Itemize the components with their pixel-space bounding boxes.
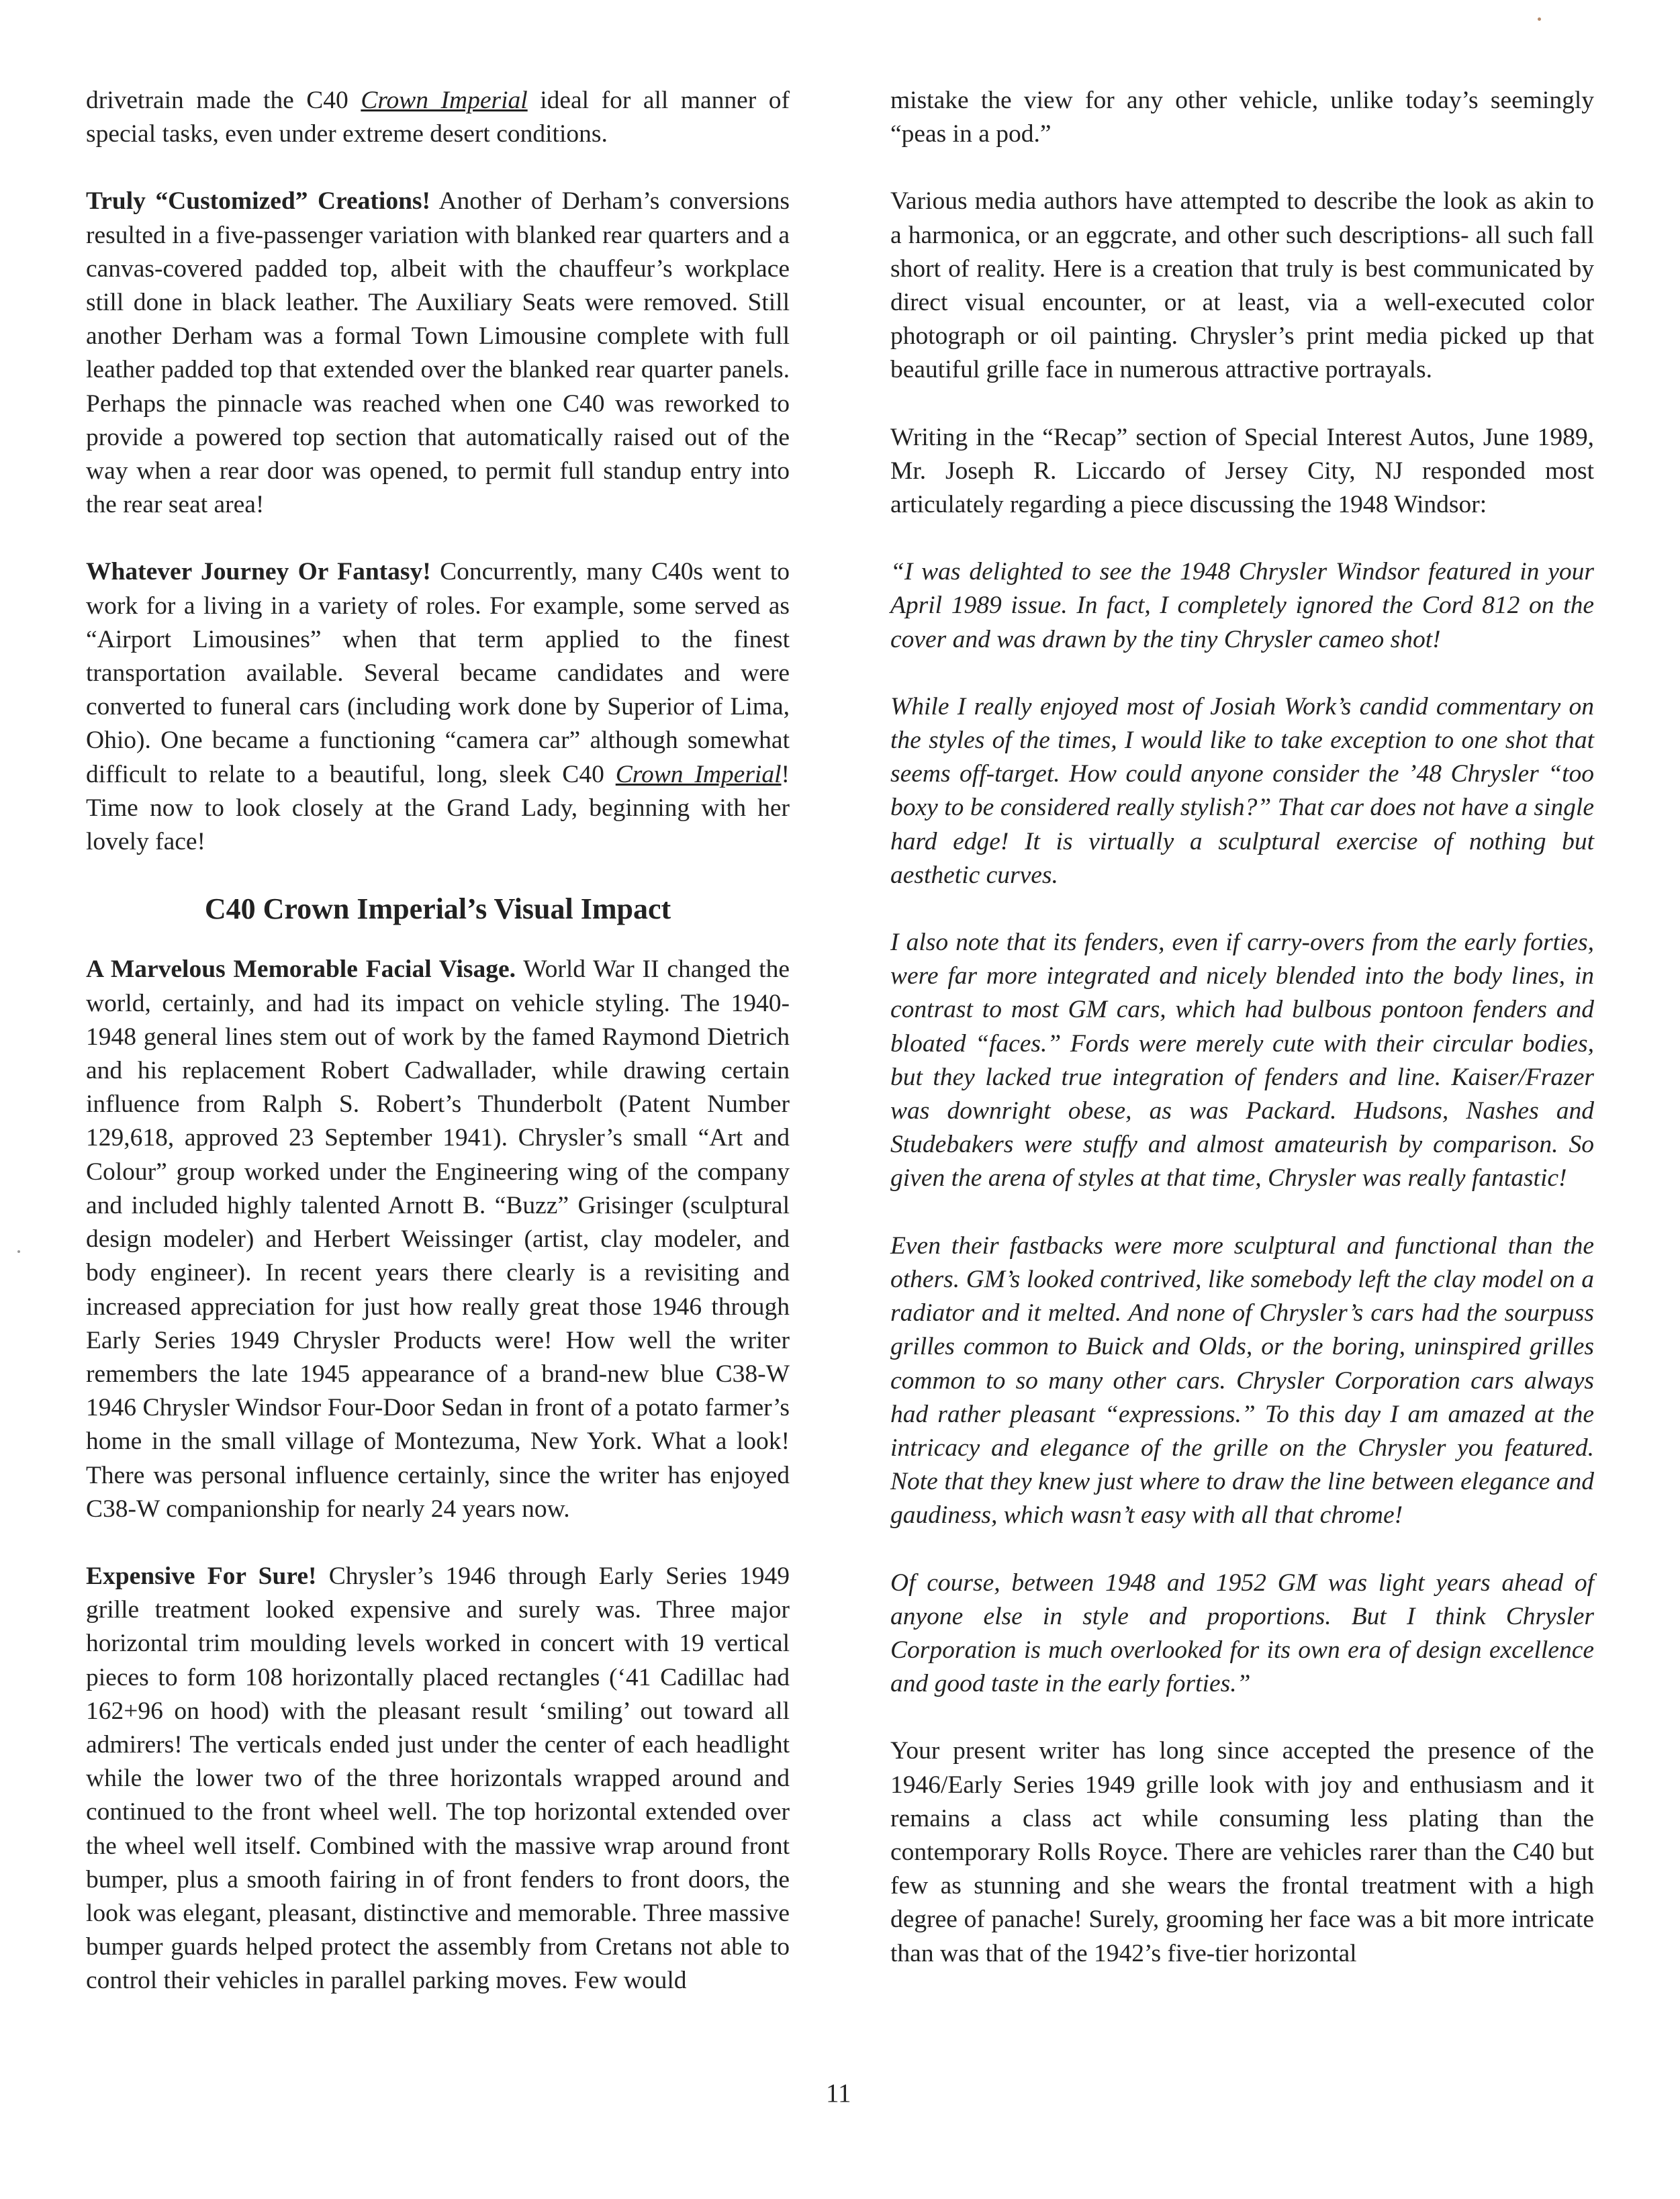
paragraph-lead: Whatever Journey Or Fantasy! [86,558,431,586]
paragraph: A Marvelous Memorable Facial Visage. World War II changed the world, certainly, and had its impact on vehicle styling. The 1940-1948 general lines stem out of work by the famed Raymond Dietrich and his replacement Robert Cadwallader, while drawing certain influence from Ralph S. Robert’s Thunderbolt (Patent Number 129,618, approved 23 September 1941). Chrysler’s small “Art and Colour” group worked under the Engineering wing of the company and included highly talented Arnott B. “Buzz” Grisinger (sculptural design modeler) and Herbert Weissinger (artist, clay modeler, and body engineer). In recent years there clearly is a revisiting and increased appreciation for just how really great those 1946 through Early Series 1949 Chrysler Products were! How well the writer remembers the late 1945 appearance of a brand-new blue C38-W 1946 Chrysler Windsor Four-Door Sedan in front of a potato farmer’s home in the small village of Montezuma, New York. What a look! There was personal influence certainly, since the writer has enjoyed C38-W companionship for nearly 24 years now. [86,955,790,1523]
paragraph: Writing in the “Recap” section of Special Interest Autos, June 1989, Mr. Joseph R. Liccardo of Jersey City, NJ responded most articulately regarding a piece discussing the 1948 Windsor: [890,423,1594,519]
paragraph: mistake the view for any other vehicle, unlike today’s seemingly “peas in a pod.” [890,87,1594,148]
paper-speck [17,1250,20,1253]
model-title: Crown Imperial [361,87,528,114]
paragraph-lead: Expensive For Sure! [86,1562,317,1590]
quote-paragraph: “I was delighted to see the 1948 Chrysler Windsor featured in your April 1989 issue. In fact, I completely ignored the Cord 812 on the cover and was drawn by the tiny Chrysler cameo shot! [890,558,1594,653]
paragraph: Your present writer has long since accepted the presence of the 1946/Early Series 1949 grille look with joy and enthusiasm and it remains a class act while consuming less plating than the contemporary Rolls Royce. There are vehicles rarer than the C40 but few as stunning and she wears the frontal treatment with a high degree of panache! Surely, grooming her face was a bit more intricate than was that of the 1942’s five-tier horizontal [890,1737,1594,1967]
quote-paragraph: Of course, between 1948 and 1952 GM was light years ahead of anyone else in style and proportions. But I think Chrysler Corporation is much overlooked for its own era of design excellence and good taste in the early forties.” [890,1569,1594,1698]
section-heading: C40 Crown Imperial’s Visual Impact [204,892,671,926]
quote-paragraph: While I really enjoyed most of Josiah Work’s candid commentary on the styles of the times, I would like to take exception to one shot that seems off-target. How could anyone consider the ’48 Chrysler “too boxy to be considered really stylish?” That car does not have a single hard edge! It is virtually a sculptural exercise of nothing but aesthetic curves. [890,692,1594,889]
paragraph: Expensive For Sure! Chrysler’s 1946 through Early Series 1949 grille treatment looked expensive and surely was. Three major horizontal trim moulding levels worked in concert with 19 vertical pieces to form 108 horizontally placed rectangles (‘41 Cadillac had 162+96 on hood) with the pleasant result ‘smiling’ out toward all admirers! The verticals ended just under the center of each headlight while the lower two of the three horizontals wrapped around and continued to the front wheel well. The top horizontal extended over the wheel well itself. Combined with the massive wrap around front bumper, plus a smooth fairing in of front fenders to front doors, the look was elegant, pleasant, distinctive and memorable. Three massive bumper guards helped protect the assembly from Cretans not able to control their vehicles in parallel parking moves. Few would [86,1562,790,1995]
paper-speck [1538,17,1541,21]
left-column [86,84,790,2032]
paragraph: Whatever Journey Or Fantasy! Concurrently, many C40s went to work for a living in a variety of roles. For example, some served as “Airport Limousines” when that term applied to the finest transportation available. Several became candidates and were converted to funeral cars (including work done by Superior of Lima, Ohio). One became a functioning “camera car” although somewhat difficult to relate to a beautiful, long, sleek C40 Crown Imperial! Time now to look closely at the Grand Lady, beginning with her lovely face! [86,558,790,856]
right-column [890,84,1594,2004]
quote-paragraph: Even their fastbacks were more sculptural and functional than the others. GM’s looked contrived, like somebody left the clay model on a radiator and it melted. And none of Chrysler’s cars had the sourpuss grilles common to Buick and Olds, or the boring, uninspired grilles common to so many other cars. Chrysler Corporation cars always had rather pleasant “expressions.” To this day I am amazed at the intricacy and elegance of the grille on the Chrysler you featured. Note that they knew just where to draw the line between elegance and gaudiness, which wasn’t easy with all that chrome! [890,1231,1594,1530]
page-number: 11 [826,2079,851,2108]
quote-paragraph: I also note that its fenders, even if carry-overs from the early forties, were far more integrated and nicely blended into the body lines, in contrast to most GM cars, which had bulbous pontoon fenders and bloated “faces.” Fords were merely cute with their circular bodies, but they lacked true integration of fenders and line. Kaiser/Frazer was downright obese, as was Packard. Hudsons, Nashes and Studebakers were stuffy and almost amateurish by comparison. So given the arena of styles at that time, Chrysler was really fantastic! [890,929,1594,1192]
paragraph: Truly “Customized” Creations! Another of Derham’s conversions resulted in a five-passenger variation with blanked rear quarters and a canvas-covered padded top, albeit with the chauffeur’s workplace still done in black leather. The Auxiliary Seats were removed. Still another Derham was a formal Town Limousine complete with full leather padded top that extended over the blanked rear quarter panels. Perhaps the pinnacle was reached when one C40 was reworked to provide a powered top section that automatically raised out of the way when a rear door was opened, to permit full standup entry into the rear seat area! [86,187,790,519]
paragraph: Various media authors have attempted to describe the look as akin to a harmonica, or an eggcrate, and other such descriptions- all such fall short of reality. Here is a creation that truly is best communicated by direct visual encounter, or at least, via a well-executed color photograph or oil painting. Chrysler’s print media picked up that beautiful grille face in numerous attractive portrayals. [890,187,1594,384]
paragraph: drivetrain made the C40 Crown Imperial ideal for all manner of special tasks, even under extreme desert conditions. [86,87,790,148]
paragraph-lead: Truly “Customized” Creations! [86,187,431,216]
model-title: Crown Imperial [615,760,782,788]
paragraph-lead: A Marvelous Memorable Facial Visage. [86,955,516,984]
